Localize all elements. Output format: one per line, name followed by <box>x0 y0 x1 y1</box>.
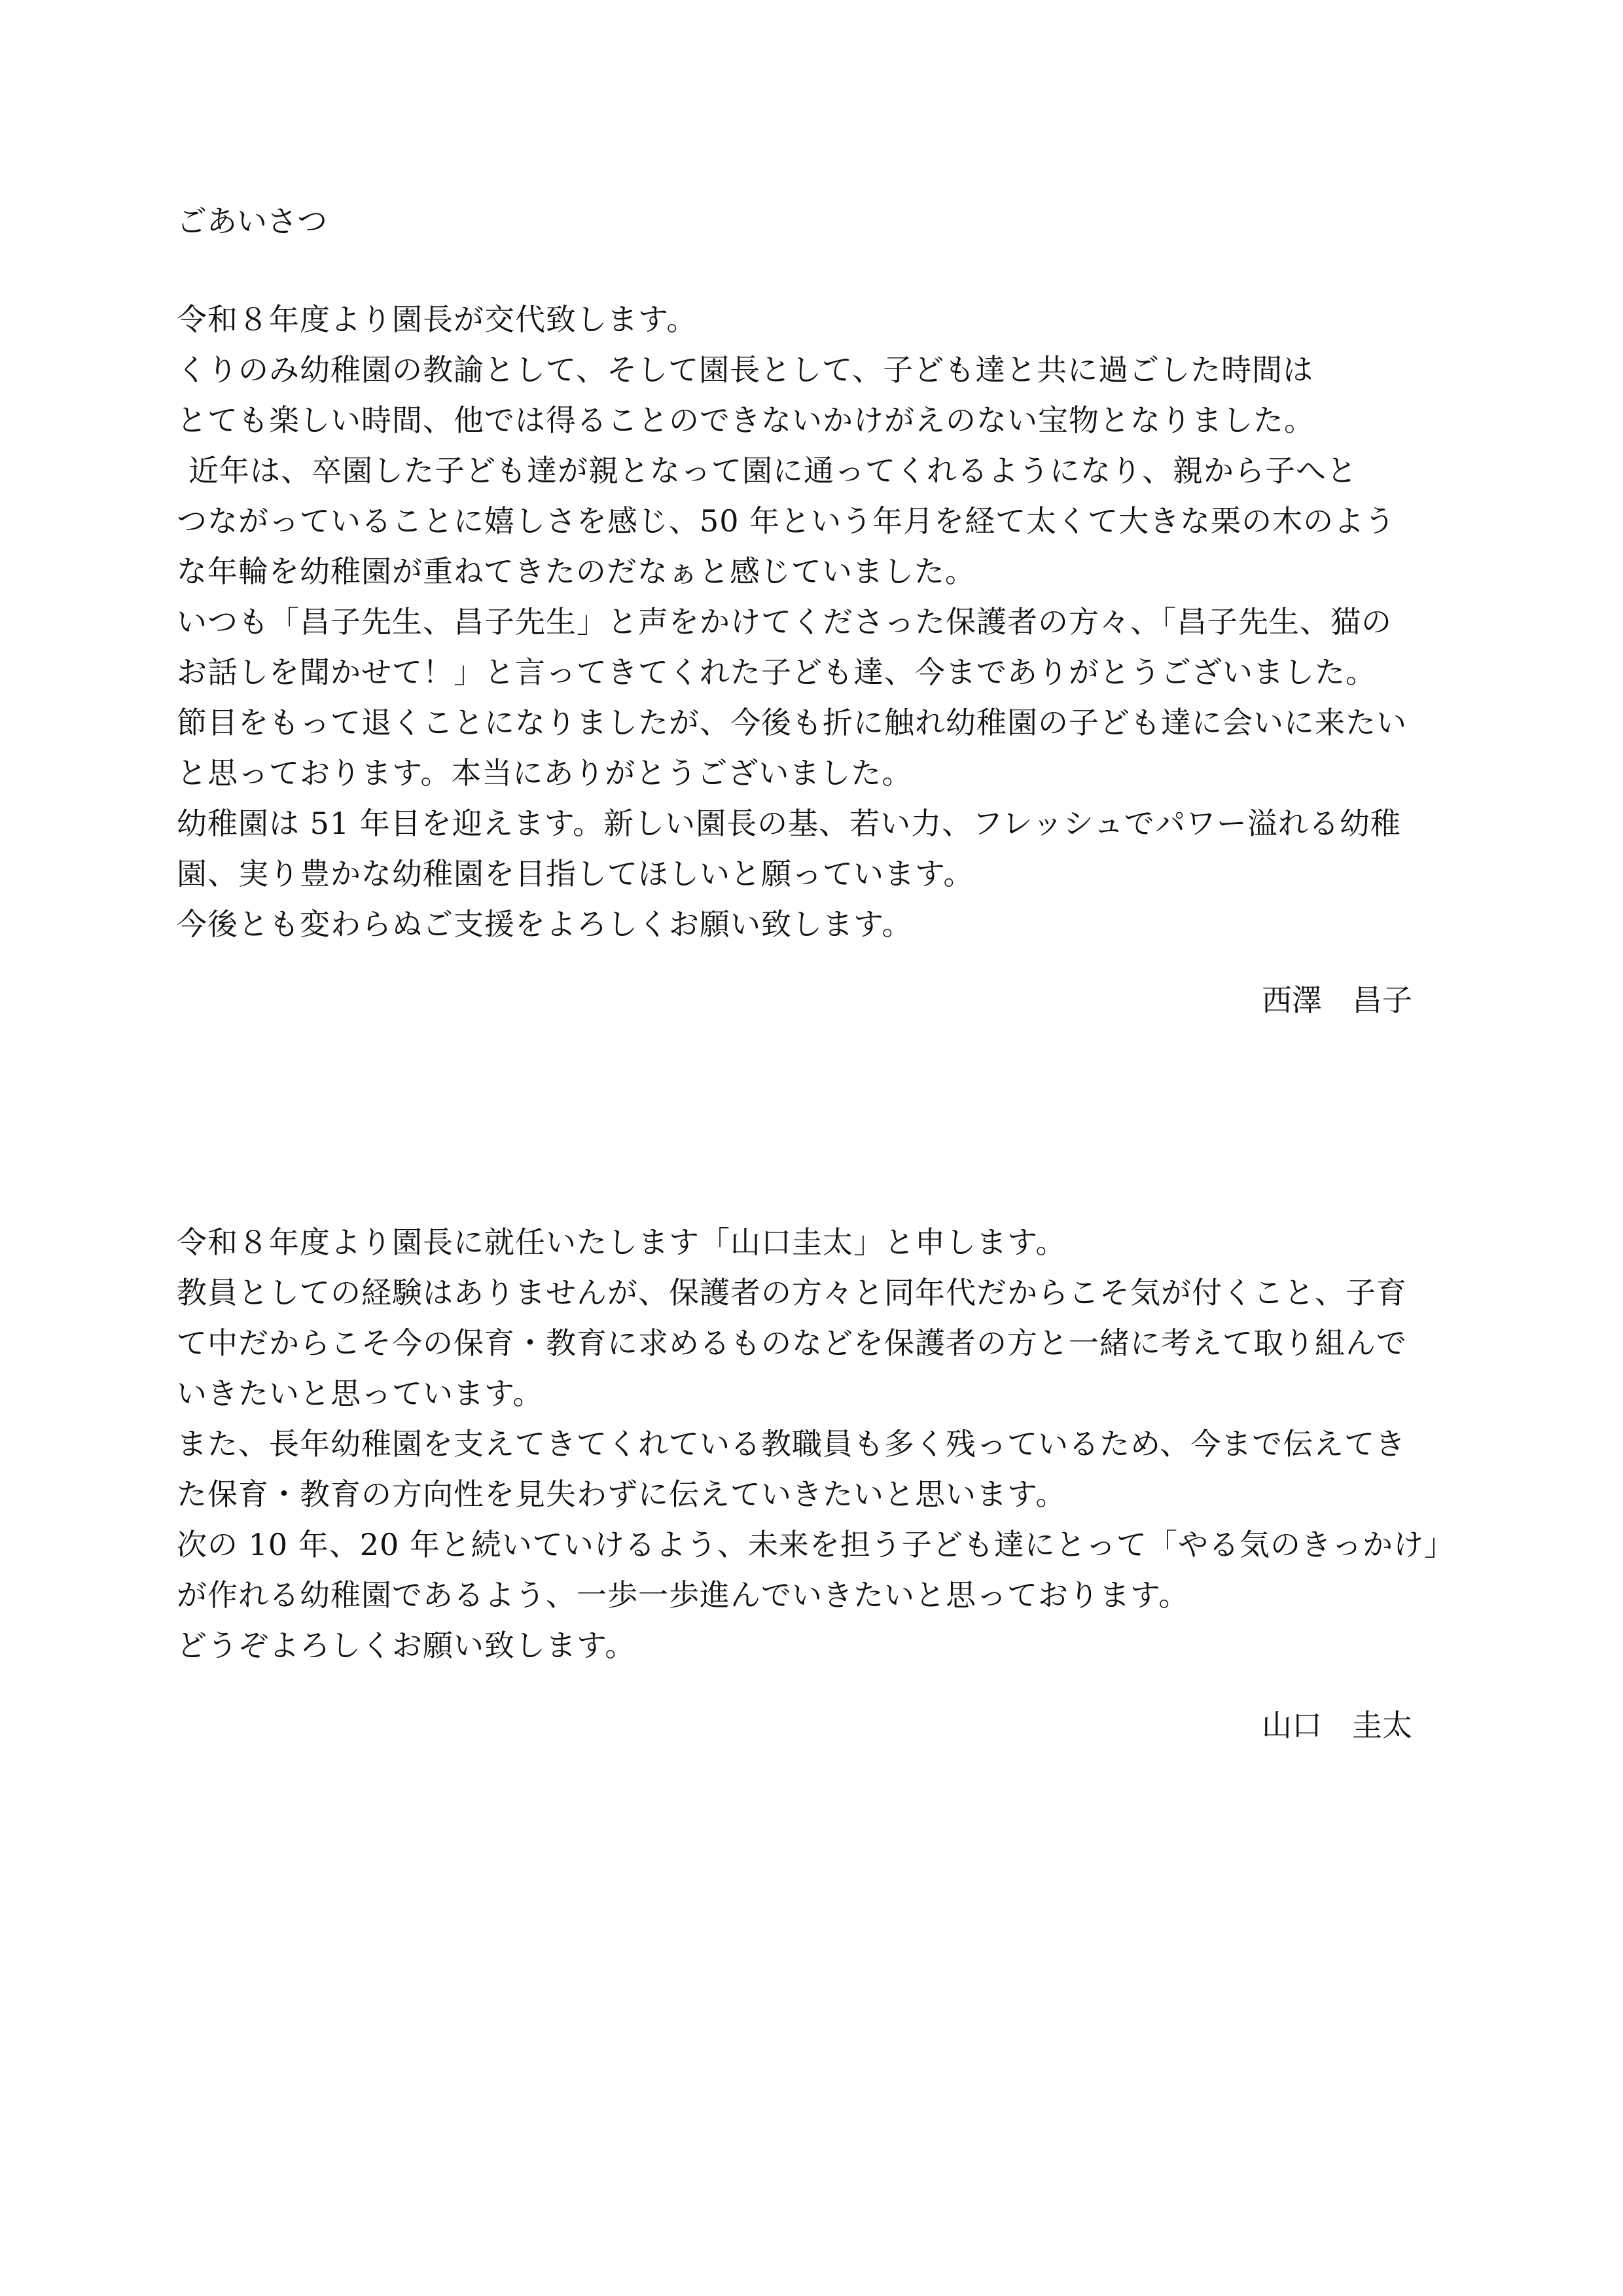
paragraph-line: お話しを聞かせて！」と言ってきてくれた子ども達、今までありがとうございました。 <box>177 655 1376 690</box>
paragraph-line: 令和８年度より園長に就任いたします「山口圭太」と申します。 <box>177 1225 1067 1260</box>
paragraph-line: 令和８年度より園長が交代致します。 <box>177 302 698 337</box>
paragraph-line: 近年は、卒園した子ども達が親となって園に通ってくれるようになり、親から子へと <box>188 453 1357 488</box>
outgoing-principal-message <box>177 295 1486 950</box>
paragraph-line: 今後とも変わらぬご支援をよろしくお願い致します。 <box>177 906 913 942</box>
paragraph-line: た保育・教育の方向性を見失わずに伝えていきたいと思います。 <box>177 1477 1067 1512</box>
paragraph-line: とても楽しい時間、他では得ることのできないかけがえのない宝物となりました。 <box>177 403 1315 438</box>
paragraph-line: て中だからこそ今の保育・教育に求めるものなどを保護者の方と一緒に考えて取り組んで <box>177 1325 1407 1361</box>
paragraph-line: 教員としての経験はありませんが、保護者の方々と同年代だからこそ気が付くこと、子育 <box>177 1275 1407 1310</box>
signature-incoming-principal: 山口 圭太 <box>1262 1708 1412 1743</box>
paragraph-line: 園、実り豊かな幼稚園を目指してほしいと願っています。 <box>177 856 974 891</box>
signature-outgoing-principal: 西澤 昌子 <box>1262 982 1412 1018</box>
incoming-principal-message <box>177 1217 1486 1671</box>
paragraph-line: いきたいと思っています。 <box>177 1376 544 1411</box>
paragraph-line: と思っております。本当にありがとうございました。 <box>177 755 913 791</box>
paragraph-line: が作れる幼稚園であるよう、一歩一歩進んでいきたいと思っております。 <box>177 1577 1190 1613</box>
paragraph-line: 次の 10 年、20 年と続いていけるよう、未来を担う子ども達にとって「やる気のきっかけ」 <box>177 1527 1455 1562</box>
paragraph-line: つながっていることに嬉しさを感じ、50 年という年月を経て太くて大きな栗の木のよう <box>177 503 1396 539</box>
paragraph-line: 幼稚園は 51 年目を迎えます。新しい園長の基、若い力、フレッシュでパワー溢れる幼稚 <box>177 806 1401 841</box>
paragraph-line: どうぞよろしくお願い致します。 <box>177 1628 636 1663</box>
greeting-title: ごあいさつ <box>177 204 327 239</box>
paragraph-line: 節目をもって退くことになりましたが、今後も折に触れ幼稚園の子ども達に会いに来たい <box>177 705 1407 740</box>
paragraph-line: また、長年幼稚園を支えてきてくれている教職員も多く残っているため、今まで伝えてき <box>177 1426 1406 1462</box>
paragraph-line: いつも「昌子先生、昌子先生」と声をかけてくださった保護者の方々、「昌子先生、猫の <box>177 604 1392 639</box>
paragraph-line: な年輪を幼稚園が重ねてきたのだなぁと感じていました。 <box>177 554 976 589</box>
paragraph-line: くりのみ幼稚園の教諭として、そして園長として、子ども達と共に過ごした時間は <box>177 352 1314 387</box>
